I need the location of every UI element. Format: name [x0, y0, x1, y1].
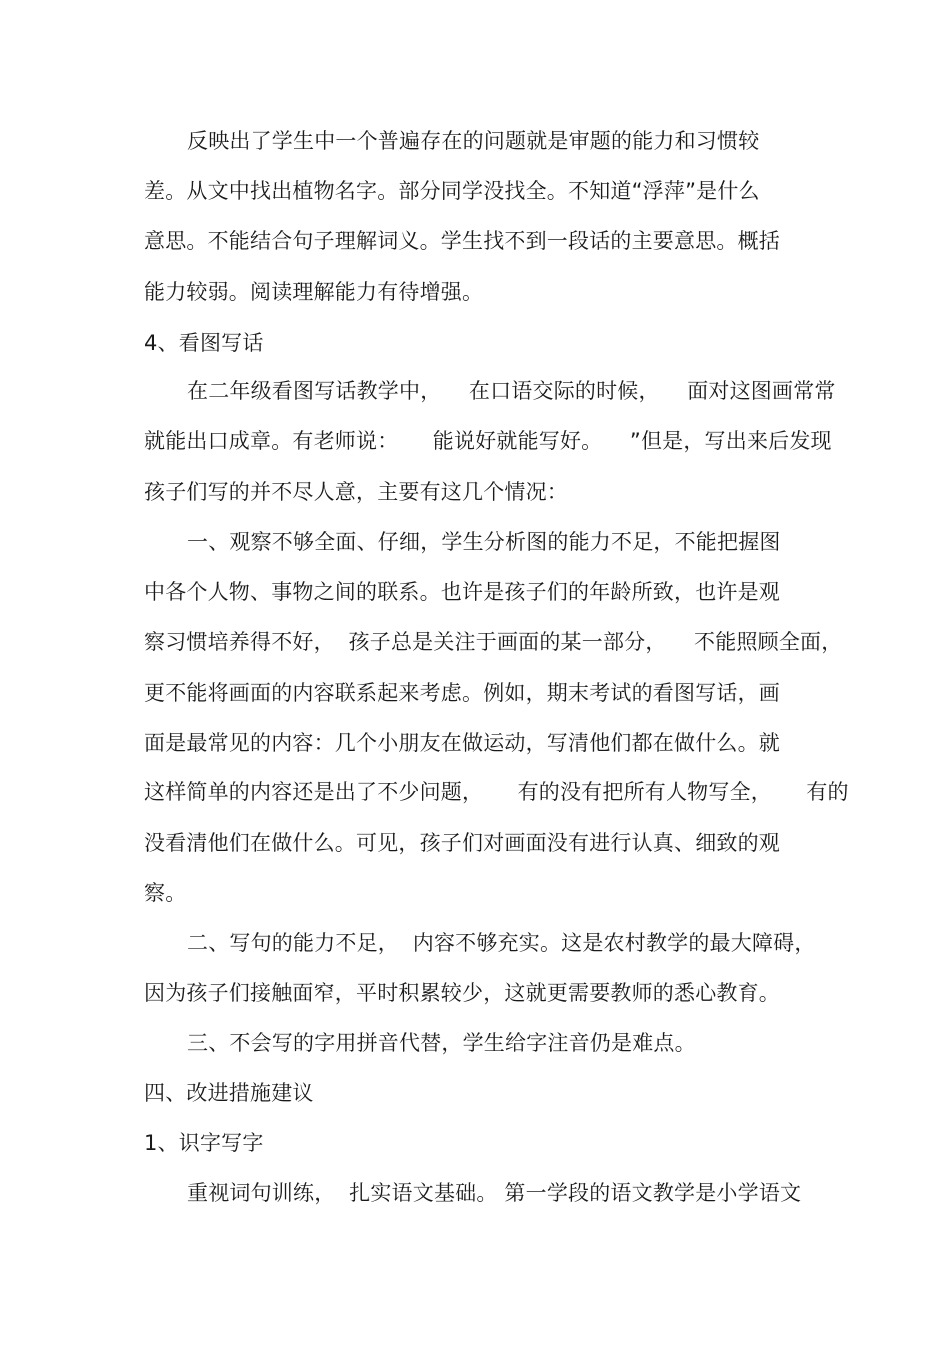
section-heading: 四、改进措施建议: [144, 1081, 314, 1105]
paragraph-line: 能力较弱。阅读理解能力有待增强。: [144, 280, 484, 304]
section-heading: 1、识字写字: [144, 1131, 264, 1155]
paragraph-line: 就能出口成章。有老师说： 能说好就能写好。 ”但是，写出来后发现: [144, 429, 832, 453]
paragraph-line: 中各个人物、事物之间的联系。也许是孩子们的年龄所致，也许是观: [144, 580, 780, 604]
paragraph-line: 三、不会写的字用拼音代替，学生给字注音仍是难点。: [187, 1031, 696, 1055]
paragraph-line: 这样简单的内容还是出了不少问题， 有的没有把所有人物写全， 有的: [144, 780, 849, 804]
paragraph-line: 意思。不能结合句子理解词义。学生找不到一段话的主要意思。概括: [144, 229, 780, 253]
section-heading: 4、看图写话: [144, 331, 264, 355]
paragraph-line: 没看清他们在做什么。可见，孩子们对画面没有进行认真、细致的观: [144, 831, 780, 855]
paragraph-line: 在二年级看图写话教学中， 在口语交际的时候， 面对这图画常常: [187, 379, 836, 403]
paragraph-line: 孩子们写的并不尽人意，主要有这几个情况：: [144, 480, 568, 504]
paragraph-line: 二、写句的能力不足， 内容不够充实。这是农村教学的最大障碍，: [187, 931, 816, 955]
paragraph-line: 更不能将画面的内容联系起来考虑。例如，期末考试的看图写话，画: [144, 681, 780, 705]
paragraph-line: 因为孩子们接触面窄，平时积累较少，这就更需要教师的悉心教育。: [144, 981, 780, 1005]
paragraph-line: 察。: [144, 881, 187, 905]
paragraph-line: 差。从文中找出植物名字。部分同学没找全。不知道“浮萍”是什么: [144, 179, 760, 203]
paragraph-line: 一、观察不够全面、仔细，学生分析图的能力不足，不能把握图: [187, 530, 781, 554]
paragraph-line: 重视词句训练， 扎实语文基础。 第一学段的语文教学是小学语文: [187, 1181, 802, 1205]
paragraph-line: 察习惯培养得不好， 孩子总是关注于画面的某一部分， 不能照顾全面，: [144, 630, 843, 654]
paragraph-line: 反映出了学生中一个普遍存在的问题就是审题的能力和习惯较: [187, 129, 760, 153]
paragraph-line: 面是最常见的内容：几个小朋友在做运动，写清他们都在做什么。就: [144, 731, 780, 755]
